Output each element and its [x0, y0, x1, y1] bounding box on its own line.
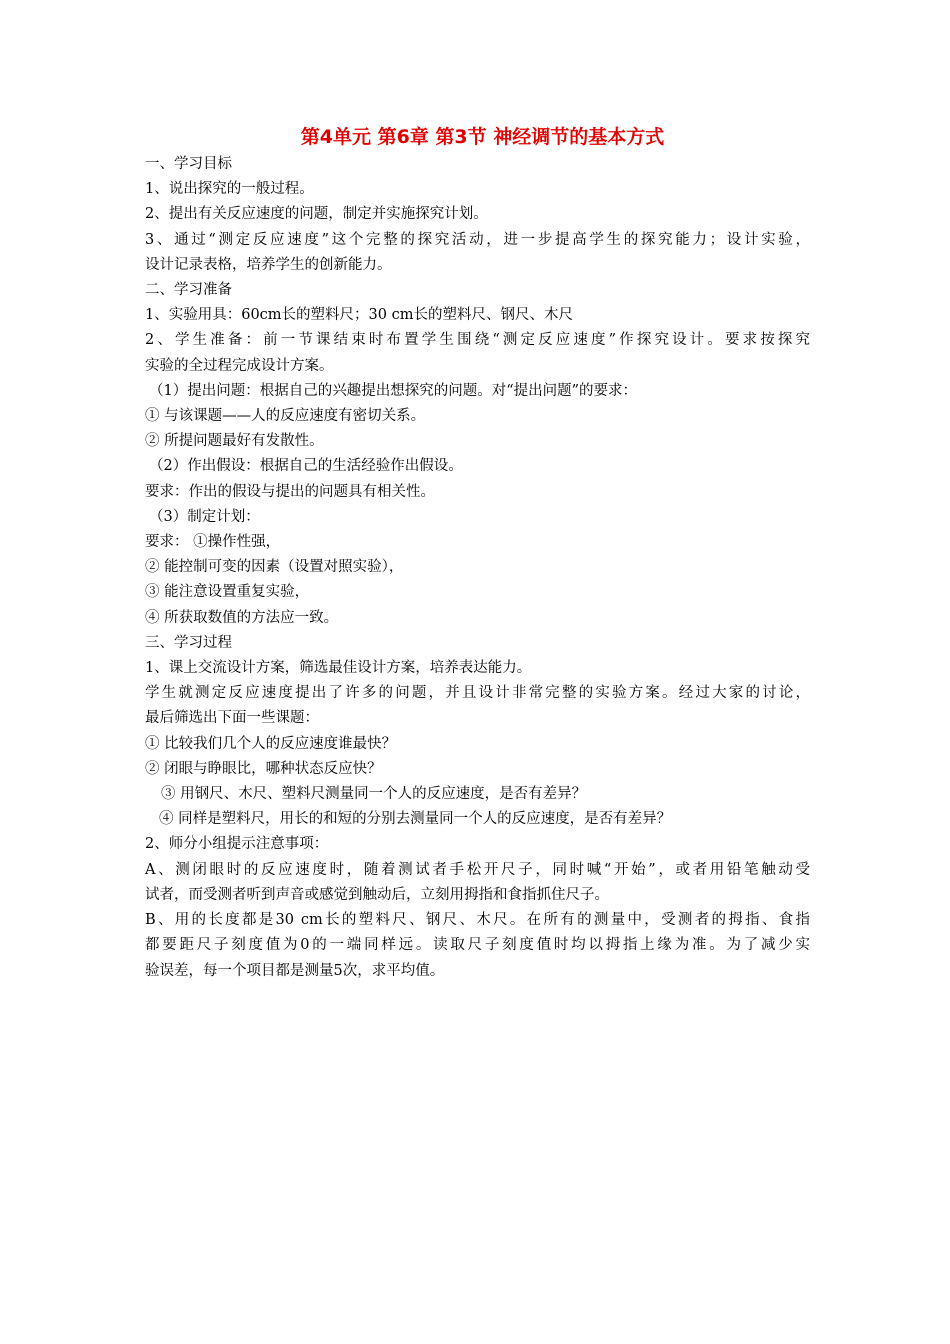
plan-requirement-4: ④ 所获取数值的方法应一致。 — [145, 609, 339, 626]
process-item-1: 1、课上交流设计方案，筛选最佳设计方案，培养表达能力。 — [145, 660, 532, 677]
goal-item-3-line-1: 3、通过“测定反应速度”这个完整的探究活动，进一步提高学生的探究能力；设计实验， — [145, 231, 810, 248]
document-title: 第4单元 第6章 第3节 神经调节的基本方式 — [300, 126, 665, 148]
note-b-line-1: B、用的长度都是30 cm长的塑料尺、钢尺、木尺。在所有的测量中，受测者的拇指、食指 — [145, 912, 810, 929]
plan-requirement-3: ③ 能注意设置重复实验， — [145, 584, 310, 601]
goal-item-3-line-2: 设计记录表格，培养学生的创新能力。 — [145, 256, 392, 273]
topic-item-4: ④ 同样是塑料尺，用长的和短的分别去测量同一个人的反应速度，是否有差异？ — [159, 811, 672, 828]
note-a-line-2: 试者，而受测者听到声音或感觉到触动后，立刻用拇指和食指抓住尺子。 — [145, 886, 609, 903]
plan-requirement-1: 要求： ①操作性强， — [145, 534, 281, 551]
prep-item-students-line-1: 2、学生准备：前一节课结束时布置学生围绕“测定反应速度”作探究设计。要求按探究 — [145, 332, 810, 349]
process-item-2: 2、师分小组提示注意事项： — [145, 836, 329, 853]
section-heading-goals: 一、学习目标 — [145, 156, 232, 172]
goal-item-1: 1、说出探究的一般过程。 — [145, 181, 314, 198]
prep-item-materials: 1、实验用具：60cm长的塑料尺；30 cm长的塑料尺、钢尺、木尺 — [145, 307, 573, 324]
section-heading-process: 三、学习过程 — [145, 634, 232, 651]
note-b-line-2: 都要距尺子刻度值为0的一端同样远。读取尺子刻度值时均以拇指上缘为准。为了减少实 — [145, 937, 810, 954]
plan-requirement-2: ② 能控制可变的因素（设置对照实验）， — [145, 559, 404, 576]
goal-item-2: 2、提出有关反应速度的问题，制定并实施探究计划。 — [145, 206, 488, 223]
step-hypothesis: （2）作出假设：根据自己的生活经验作出假设。 — [149, 458, 463, 475]
note-a-line-1: A、测闭眼时的反应速度时，随着测试者手松开尺子，同时喊“开始”，或者用铅笔触动受 — [145, 861, 810, 878]
step-plan: （3）制定计划： — [149, 508, 260, 525]
prep-item-students-line-2: 实验的全过程完成设计方案。 — [145, 357, 334, 374]
question-requirement-2: ② 所提问题最好有发散性。 — [145, 433, 324, 450]
note-b-line-3: 验误差，每一个项目都是测量5次，求平均值。 — [145, 962, 445, 979]
process-paragraph-line-2: 最后筛选出下面一些课题： — [145, 710, 319, 727]
topic-item-1: ① 比较我们几个人的反应速度谁最快？ — [145, 735, 397, 752]
document-page — [145, 122, 810, 984]
hypothesis-requirement: 要求：作出的假设与提出的问题具有相关性。 — [145, 483, 435, 500]
step-ask-question: （1）提出问题：根据自己的兴趣提出想探究的问题。对“提出问题”的要求： — [149, 382, 638, 399]
topic-item-3: ③ 用钢尺、木尺、塑料尺测量同一个人的反应速度，是否有差异？ — [161, 786, 587, 803]
question-requirement-1: ① 与该课题——人的反应速度有密切关系。 — [145, 408, 426, 425]
section-heading-preparation: 二、学习准备 — [145, 282, 232, 299]
process-paragraph-line-1: 学生就测定反应速度提出了许多的问题，并且设计非常完整的实验方案。经过大家的讨论， — [145, 685, 810, 702]
topic-item-2: ② 闭眼与睁眼比，哪种状态反应快？ — [145, 760, 382, 777]
